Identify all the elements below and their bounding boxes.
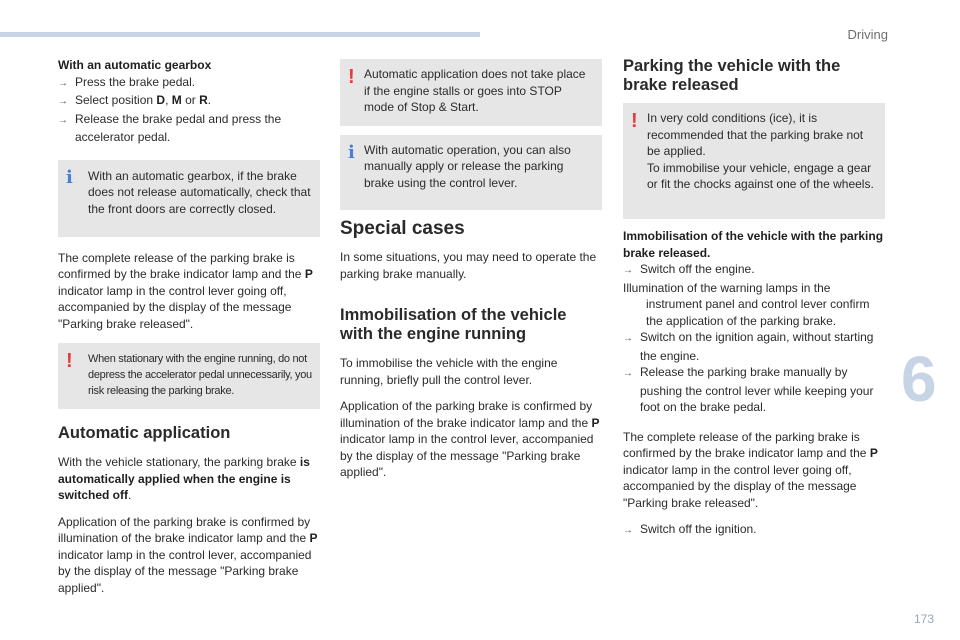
warning-box: ! In very cold conditions (ice), it is recommended that the parking brake not be applied. To immobilise your vehicle, engage a gear or fit the chocks against one of the wheels. [623,103,885,219]
parking-released-heading: Parking the vehicle with the brake released [623,57,841,94]
warning-icon: ! [348,66,355,88]
arrow-bullet-icon: → [58,77,68,89]
illumination-text: Illumination of the warning lamps in the instrument panel and control lever confirm the application of the parking brake. [623,280,870,328]
info-box: i With automatic operation, you can also manually apply or release the parking brake using the control lever. [340,135,602,210]
info-icon: i [348,141,355,163]
immobilisation-text: To immobilise the vehicle with the engine running, briefly pull the control lever. [340,356,558,387]
section-title: Driving [847,27,888,42]
warning-icon: ! [631,110,638,132]
chapter-number: 6 [901,343,937,415]
info-icon: i [66,166,73,188]
arrow-bullet-icon: → [623,265,633,276]
warning-icon: ! [66,350,73,372]
arrow-bullet-icon: → [623,525,633,536]
warning-box: ! When stationary with the engine running, do not depress the accelerator pedal unnecessarily, you risk releasing the parking brake. [58,343,320,409]
info-box: i With an automatic gearbox, if the brake does not release automatically, check that the front doors are correctly closed. [58,160,320,237]
auto-paragraph: With the vehicle stationary, the parking brake is automatically applied when the engine is switched off. [58,455,310,502]
bullet-item: → Switch off the ignition. [623,521,885,540]
special-cases-heading: Special cases [340,217,465,239]
top-accent-bar [0,32,480,37]
page-number: 173 [914,612,935,626]
application-paragraph: Application of the parking brake is confirmed by illumination of the brake indicator lamp and the P indicator lamp in the control lever, accompanied by the display of the message "Parking brake applied". [58,514,318,595]
bullet-item: → Release the brake pedal and press the accelerator pedal. [58,111,282,144]
immobilisation-heading: Immobilisation of the vehicle with the engine running [340,306,567,343]
gearbox-heading: With an automatic gearbox [58,58,212,72]
arrow-bullet-icon: → [623,368,633,379]
column-1 [58,57,320,596]
bullet-item: → Select position D, M or R. [58,92,320,111]
column-3 [623,57,885,540]
immobilisation-subheading: Immobilisation of the vehicle with the parking brake released. [623,229,884,260]
column-2 [340,59,602,481]
bullet-item: → Press the brake pedal. [58,74,320,93]
bullet-item: → Switch on the ignition again, without starting the engine. [623,330,874,363]
special-cases-text: In some situations, you may need to operate the parking brake manually. [340,250,597,281]
warning-box: ! Automatic application does not take place if the engine stalls or goes into STOP mode of Stop & Start. [340,59,602,126]
automatic-application-heading: Automatic application [58,424,231,442]
immobilisation-paragraph: Application of the parking brake is confirmed by illumination of the brake indicator lamp and the P indicator lamp in the control lever, accompanied by the display of the message "Parking brake applied". [340,399,600,479]
bullet-item: → Switch off the engine. [623,261,885,280]
bullet-item: → Release the parking brake manually by pushing the control lever while keeping your foot on the brake pedal. [623,365,874,414]
arrow-bullet-icon: → [623,333,633,344]
arrow-bullet-icon: → [58,96,68,107]
release-paragraph: The complete release of the parking brake is confirmed by the brake indicator lamp and the P indicator lamp in the control lever going off, accompanied by the display of the message "Parking brake released". [58,250,313,331]
arrow-bullet-icon: → [58,114,68,126]
release-paragraph: The complete release of the parking brake is confirmed by the brake indicator lamp and the P indicator lamp in the control lever going off, accompanied by the display of the message "Parking brake released". [623,429,878,510]
